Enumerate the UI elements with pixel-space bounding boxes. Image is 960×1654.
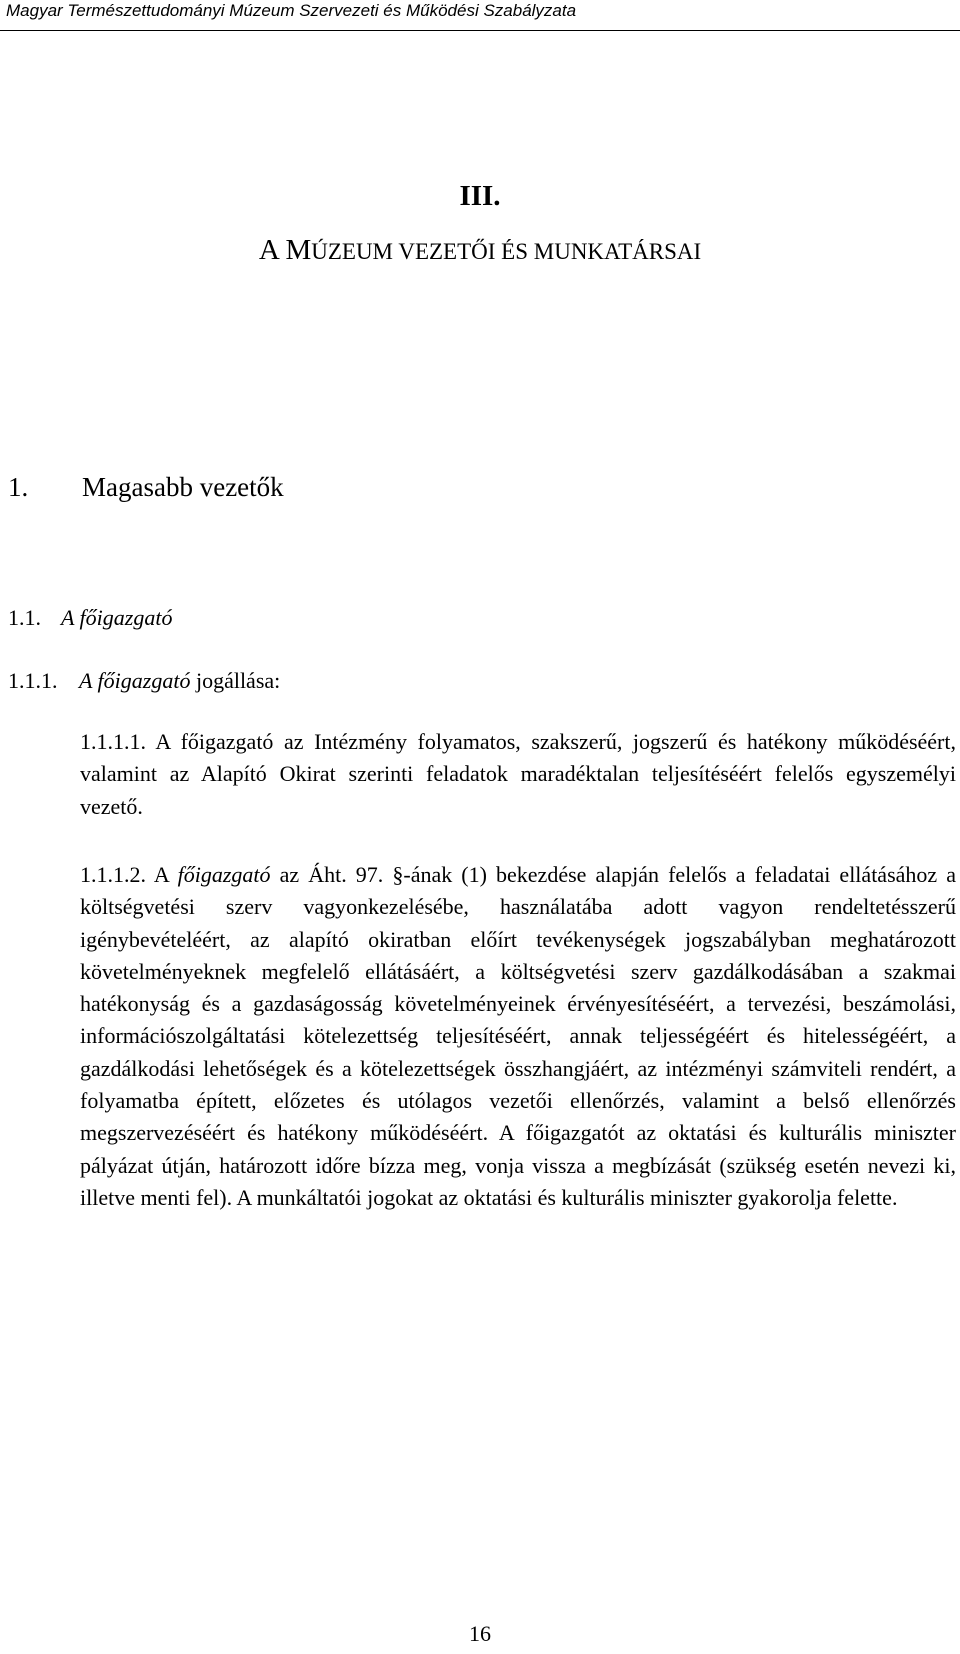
subsubsection-heading: [8, 667, 280, 695]
section-number: 1.: [8, 472, 29, 502]
section-title: Magasabb vezetők: [82, 472, 284, 502]
paragraph-2-body: az Áht. 97. §-ának (1) bekezdése alapján felelős a feladatai ellátásához a költségvetési szerv vagyonkezelésébe, használatába adott vagyon rendeltetésszerű igénybevételéért, az alapító okiratban előírt tevékenységek jogszabályban meghatározott követelményeknek megfelelő ellátásáért, a költségvetési szerv gazdálkodásában a szakmai hatékonyság és a gazdaságosság követelményeinek érvényesítéséért, a tervezési, beszámolási, információszolgáltatási kötelezettség teljesítéséért, annak teljességéért és hitelességéért, a gazdálkodási lehetőségek és a kötelezettségek összhangjáért, az intézményi számviteli rendért, a folyamatba épített, előzetes és utólagos vezetői ellenőrzés, valamint a belső ellenőrzés megszervezéséért és hatékony működéséért. A főigazgatót az oktatási és kulturális miniszter pályázat útján, határozott időre bízza meg, vonja vissza a megbízását (szükség esetén nevezi ki, illetve menti fel). A munkáltatói jogokat az oktatási és kulturális miniszter gyakorolja felette.: [80, 862, 956, 1210]
chapter-title-a: A: [258, 234, 286, 266]
chapter-number: III.: [459, 180, 501, 212]
running-header: Magyar Természettudományi Múzeum Szervezeti és Működési Szabályzata: [6, 1, 577, 20]
paragraph-2-italic: főigazgató: [177, 862, 271, 887]
subsection-title: A főigazgató: [61, 605, 173, 630]
header-divider: [0, 30, 960, 31]
chapter-title-rest: ÚZEUM VEZETŐI ÉS MUNKATÁRSAI: [311, 239, 702, 264]
paragraph-1-1-1-2: [80, 859, 956, 1214]
subsection-number: 1.1.: [8, 605, 41, 630]
subsubsection-title-italic: A főigazgató: [79, 668, 191, 693]
paragraph-2-lead: 1.1.1.2. A: [80, 862, 178, 887]
subsubsection-title-rest: jogállása:: [190, 668, 281, 693]
chapter-title: [0, 232, 960, 270]
subsubsection-number: 1.1.1.: [8, 668, 58, 693]
paragraph-1-1-1-1: 1.1.1.1. A főigazgató az Intézmény folyamatos, szakszerű, jogszerű és hatékony működéséért, valamint az Alapító Okirat szerinti feladatok maradéktalan teljesítéséért felelős egyszemélyi vezető.: [80, 729, 956, 819]
section-heading: [8, 470, 284, 504]
page-number: 16: [469, 1621, 491, 1646]
chapter-title-initial: M: [285, 234, 312, 266]
subsection-heading: [8, 604, 172, 632]
